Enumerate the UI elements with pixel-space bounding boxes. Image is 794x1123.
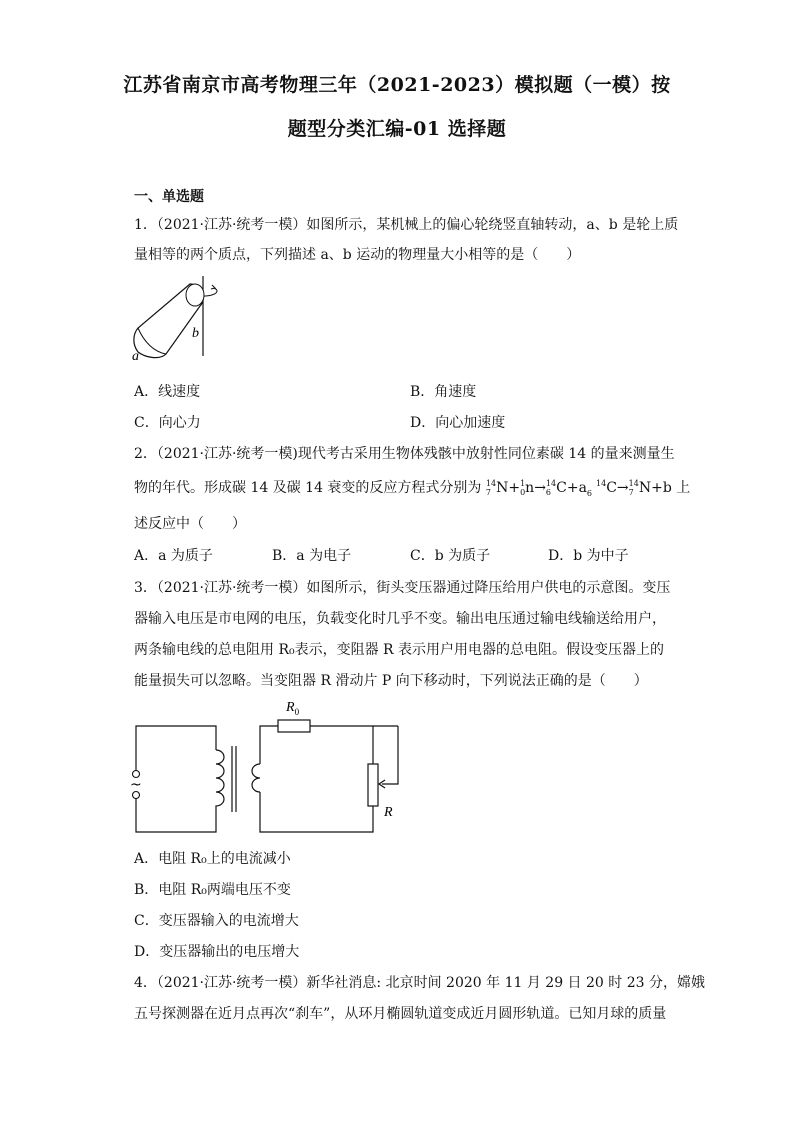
q2-option-d: D．b 为中子: [548, 548, 629, 564]
q1-eccentric-wheel-figure: [130, 276, 220, 366]
r0-label: $R_0$: [286, 700, 300, 717]
q1-option-b: B．角速度: [410, 384, 477, 400]
q1-option-d: D．向心加速度: [410, 415, 506, 431]
q1-option-c: C．向心力: [134, 415, 201, 431]
section-heading: 一、单选题: [134, 189, 204, 205]
q3-stem-line-3: 两条输电线的总电阻用 R₀表示，变阻器 R 表示用户用电器的总电阻。假设变压器上的: [134, 642, 665, 658]
nuclear-equation: 14 7 N+ 1 0 n→ 14 6 $C+a_6^{14}C\to$ 14 7 N+b: [485, 479, 672, 498]
q1-stem-line-1: 1．（2021·江苏·统考一模）如图所示，某机械上的偏心轮绕竖直轴转动，a、b 是轮上质: [134, 217, 679, 233]
q4-stem-line-1: 4．（2021·江苏·统考一模）新华社消息: 北京时间 2020 年 11 月 29 日 20 时 23 分，嫦娥: [134, 975, 705, 991]
document-title-line-2: 题型分类汇编-01 选择题: [287, 118, 507, 140]
q3-stem-line-4: 能量损失可以忽略。当变阻器 R 滑动片 P 向下移动时，下列说法正确的是（ ）: [134, 673, 648, 689]
q3-stem-line-1: 3．（2021·江苏·统考一模）如图所示，街头变压器通过降压给用户供电的示意图。变压: [134, 580, 671, 596]
document-title-line-1: 江苏省南京市高考物理三年（2021-2023）模拟题（一模）按: [123, 74, 671, 96]
q2-stem-line-2: [134, 477, 690, 498]
q3-transformer-circuit-figure: [128, 694, 418, 840]
q2-stem-line-2-end: 上: [676, 480, 691, 496]
q1-option-a: A．线速度: [134, 384, 201, 400]
point-a-label: a: [132, 349, 139, 364]
point-b-label: b: [192, 326, 199, 341]
resistor-r0: [278, 720, 310, 732]
q2-stem-line-3: 述反应中（ ）: [134, 516, 246, 532]
q2-stem-text: 物的年代。形成碳 14 及碳 14 衰变的反应方程式分别为: [134, 480, 482, 496]
primary-coil: [216, 750, 224, 808]
q2-option-a: A．a 为质子: [134, 548, 213, 564]
q3-option-d: D．变压器输出的电压增大: [134, 944, 300, 960]
q2-option-b: B．a 为电子: [272, 548, 352, 564]
ac-source-symbol: ~: [130, 777, 142, 793]
q3-stem-line-2: 器输入电压是市电网的电压，负载变化时几乎不变。输出电压通过输电线输送给用户，: [134, 611, 666, 627]
q2-stem-line-1: 2．（2021·江苏·统考一模)现代考古采用生物体残骸中放射性同位素碳 14 的量来测量生: [134, 446, 675, 462]
r-label: R: [384, 805, 393, 820]
q2-option-c: C．b 为质子: [410, 548, 491, 564]
q3-option-a: A．电阻 R₀上的电流减小: [134, 851, 291, 867]
q3-option-c: C．变压器输入的电流增大: [134, 913, 299, 929]
q3-option-b: B．电阻 R₀两端电压不变: [134, 882, 291, 898]
q4-stem-line-2: 五号探测器在近月点再次“刹车”，从环月椭圆轨道变成近月圆形轨道。已知月球的质量: [134, 1006, 667, 1022]
secondary-coil: [252, 764, 260, 792]
rheostat-r: [368, 764, 378, 806]
q1-stem-line-2: 量相等的两个质点，下列描述 a、b 运动的物理量大小相等的是（ ）: [134, 247, 581, 263]
